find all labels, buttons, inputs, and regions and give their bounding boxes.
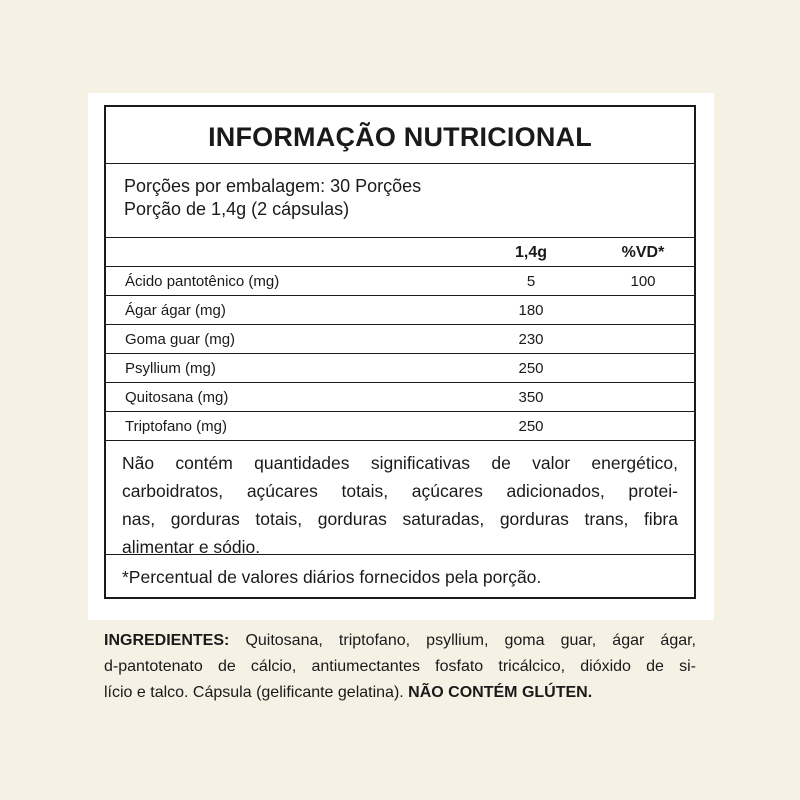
table-row bbox=[106, 267, 694, 296]
table-header-row bbox=[106, 238, 694, 267]
ingredients-label: INGREDIENTES: bbox=[104, 632, 230, 649]
ingredients-line: d-pantotenato de cálcio, antiumectantes fosfato tricálcico, dióxido de si- bbox=[104, 658, 696, 675]
nutrient-name: Quitosana (mg) bbox=[125, 389, 229, 406]
note-line: carboidratos, açúcares totais, açúcares adicionados, protei- bbox=[122, 481, 678, 501]
nutrient-name: Triptofano (mg) bbox=[125, 418, 227, 435]
nutrient-value: 180 bbox=[518, 302, 544, 319]
nutrient-value: 5 bbox=[526, 273, 536, 290]
nutrient-vd: 100 bbox=[630, 273, 656, 290]
table-row bbox=[106, 325, 694, 354]
nutrient-value: 250 bbox=[518, 360, 544, 377]
ingredients-text: lício e talco. Cápsula (gelificante gelatina). bbox=[104, 684, 409, 701]
header-vd: %VD* bbox=[621, 244, 665, 261]
ingredients-line bbox=[104, 680, 696, 706]
nutrient-rows bbox=[106, 238, 694, 441]
portions-per-package: Porções por embalagem: 30 Porções bbox=[124, 176, 422, 196]
ingredients-section bbox=[104, 628, 696, 706]
nutrient-value: 250 bbox=[518, 418, 544, 435]
table-row bbox=[106, 383, 694, 412]
nutrient-name: Goma guar (mg) bbox=[125, 331, 236, 348]
header-value: 1,4g bbox=[514, 244, 547, 261]
gluten-warning: NÃO CONTÉM GLÚTEN. bbox=[408, 684, 593, 701]
table-row bbox=[106, 296, 694, 325]
note-line: nas, gorduras totais, gorduras saturadas, gorduras trans, fibra bbox=[122, 509, 678, 529]
note-line: alimentar e sódio. bbox=[122, 537, 261, 557]
nutrition-facts-table bbox=[104, 105, 696, 599]
nutrient-name: Ácido pantotênico (mg) bbox=[125, 273, 280, 290]
table-row bbox=[106, 354, 694, 383]
nutrient-name: Ágar ágar (mg) bbox=[125, 302, 226, 319]
nutrient-value: 230 bbox=[518, 331, 544, 348]
table-title: INFORMAÇÃO NUTRICIONAL bbox=[106, 107, 694, 164]
nutrient-value: 350 bbox=[518, 389, 544, 406]
nutrient-name: Psyllium (mg) bbox=[125, 360, 216, 377]
portion-size: Porção de 1,4g (2 cápsulas) bbox=[124, 199, 350, 219]
ingredients-text: Quitosana, triptofano, psyllium, goma guar, ágar ágar, bbox=[229, 632, 696, 649]
ingredients-line bbox=[104, 628, 696, 654]
insignificant-amounts-note bbox=[106, 435, 694, 555]
daily-value-footnote: *Percentual de valores diários fornecidos pela porção. bbox=[122, 567, 542, 587]
portion-info bbox=[106, 164, 694, 238]
note-line: Não contém quantidades significativas de valor energético, bbox=[122, 453, 678, 473]
